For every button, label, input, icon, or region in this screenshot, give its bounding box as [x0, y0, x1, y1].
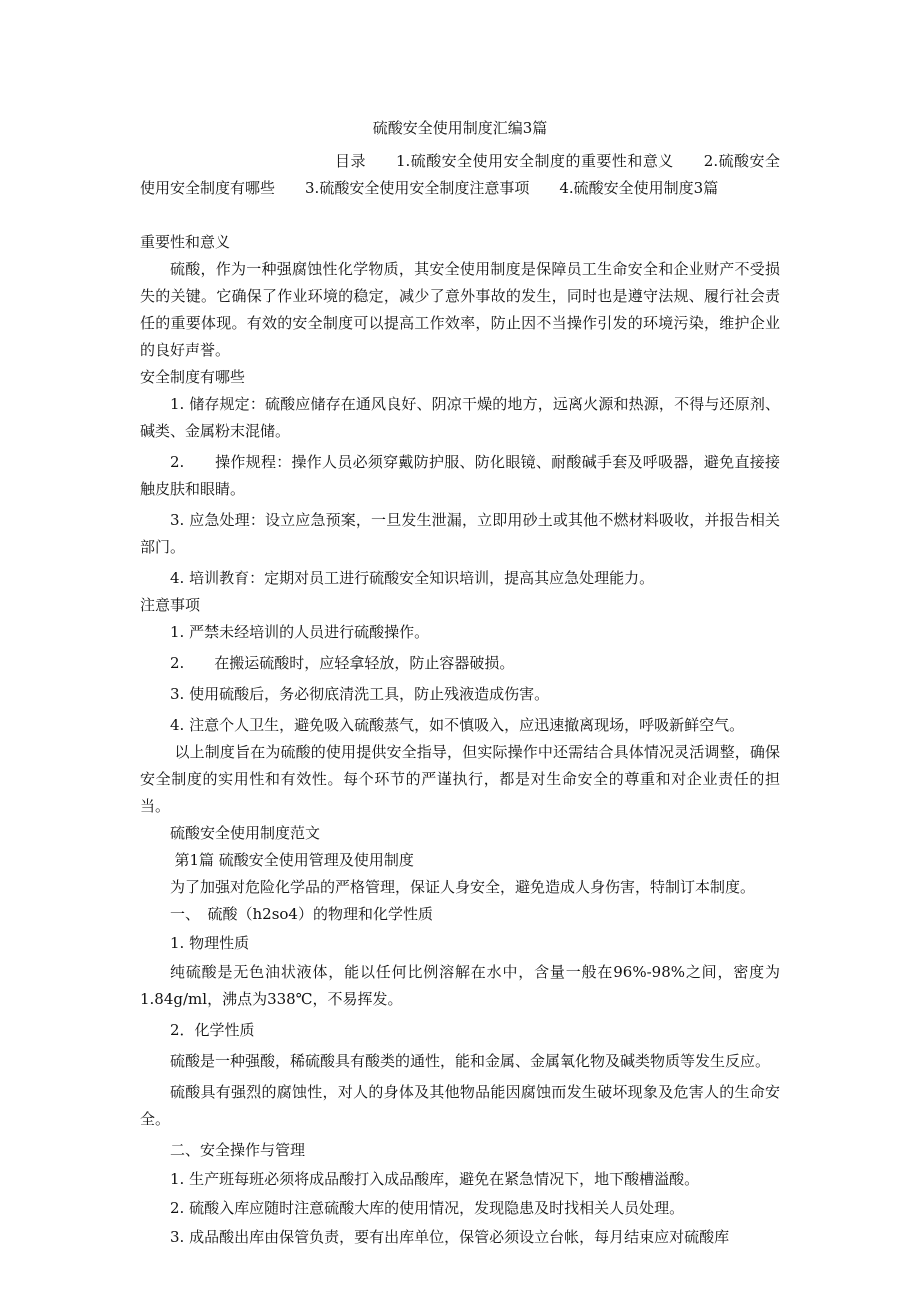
paragraph: 为了加强对危险化学品的严格管理，保证人身安全，避免造成人身伤害，特制订本制度。	[170, 878, 756, 896]
list-item: 1. 储存规定：硫酸应储存在通风良好、阴凉干燥的地方，远离火源和热源，不得与还原剂、碱类、金属粉末混储。	[140, 395, 780, 440]
paragraph: 硫酸具有强烈的腐蚀性，对人的身体及其他物品能因腐蚀而发生破坏现象及危害人的生命安全。	[140, 1083, 780, 1128]
paragraph: 纯硫酸是无色油状液体，能以任何比例溶解在水中，含量一般在96%-98%之间，密度为1.84g/ml，沸点为338℃，不易挥发。	[140, 963, 780, 1008]
toc-item: 1.硫酸安全使用安全制度的重要性和意义	[395, 152, 674, 170]
document-title: 硫酸安全使用制度汇编3篇	[372, 119, 548, 137]
list-item: 2. 在搬运硫酸时，应轻拿轻放，防止容器破损。	[170, 654, 515, 672]
section-heading-sample: 硫酸安全使用制度范文	[170, 824, 321, 842]
table-of-contents	[140, 148, 780, 202]
list-item: 4. 培训教育：定期对员工进行硫酸安全知识培训，提高其应急处理能力。	[170, 569, 655, 587]
section-heading-rules: 安全制度有哪些	[140, 368, 246, 386]
list-item: 3. 使用硫酸后，务必彻底清洗工具，防止残液造成伤害。	[170, 685, 550, 703]
list-item: 3. 应急处理：设立应急预案，一旦发生泄漏，立即用砂土或其他不燃材料吸收，并报告相关部门。	[140, 511, 780, 556]
list-item: 1. 生产班每班必须将成品酸打入成品酸库，避免在紧急情况下，地下酸槽溢酸。	[170, 1170, 700, 1188]
section-heading-importance: 重要性和意义	[140, 233, 231, 251]
list-item: 2. 操作规程：操作人员必须穿戴防护服、防化眼镜、耐酸碱手套及呼吸器，避免直接接触皮肤和眼睛。	[140, 453, 780, 498]
part-heading: 一、 硫酸（h2so4）的物理和化学性质	[170, 905, 433, 923]
toc-label: 目录	[335, 152, 366, 170]
toc-item: 3.硫酸安全使用安全制度注意事项	[305, 179, 530, 197]
part-heading: 二、安全操作与管理	[170, 1141, 306, 1159]
toc-item: 4.硫酸安全使用制度3篇	[559, 179, 719, 197]
article-subheading: 第1篇 硫酸安全使用管理及使用制度	[174, 851, 414, 869]
summary-paragraph: 以上制度旨在为硫酸的使用提供安全指导，但实际操作中还需结合具体情况灵活调整，确保安全制度的实用性和有效性。每个环节的严谨执行，都是对生命安全的尊重和对企业责任的担当。	[140, 743, 780, 815]
sub-heading: 2．化学性质	[170, 1021, 255, 1039]
list-item: 3. 成品酸出库由保管负责，要有出库单位，保管必须设立台帐，每月结束应对硫酸库	[170, 1228, 730, 1246]
paragraph: 硫酸，作为一种强腐蚀性化学物质，其安全使用制度是保障员工生命安全和企业财产不受损失的关键。它确保了作业环境的稳定，减少了意外事故的发生，同时也是遵守法规、履行社会责任的重要体现。有效的安全制度可以提高工作效率，防止因不当操作引发的环境污染，维护企业的良好声誉。	[140, 260, 780, 359]
list-item: 1. 严禁未经培训的人员进行硫酸操作。	[170, 623, 430, 641]
list-item: 4. 注意个人卫生，避免吸入硫酸蒸气，如不慎吸入，应迅速撤离现场，呼吸新鲜空气。	[170, 716, 745, 734]
list-item: 2. 硫酸入库应随时注意硫酸大库的使用情况，发现隐患及时找相关人员处理。	[170, 1199, 685, 1217]
sub-heading: 1. 物理性质	[170, 934, 250, 952]
paragraph: 硫酸是一种强酸，稀硫酸具有酸类的通性，能和金属、金属氧化物及碱类物质等发生反应。	[170, 1052, 771, 1070]
toc-item: 2.硫酸安全使用安全制度有哪些	[140, 152, 780, 197]
section-heading-notes: 注意事项	[140, 596, 201, 614]
